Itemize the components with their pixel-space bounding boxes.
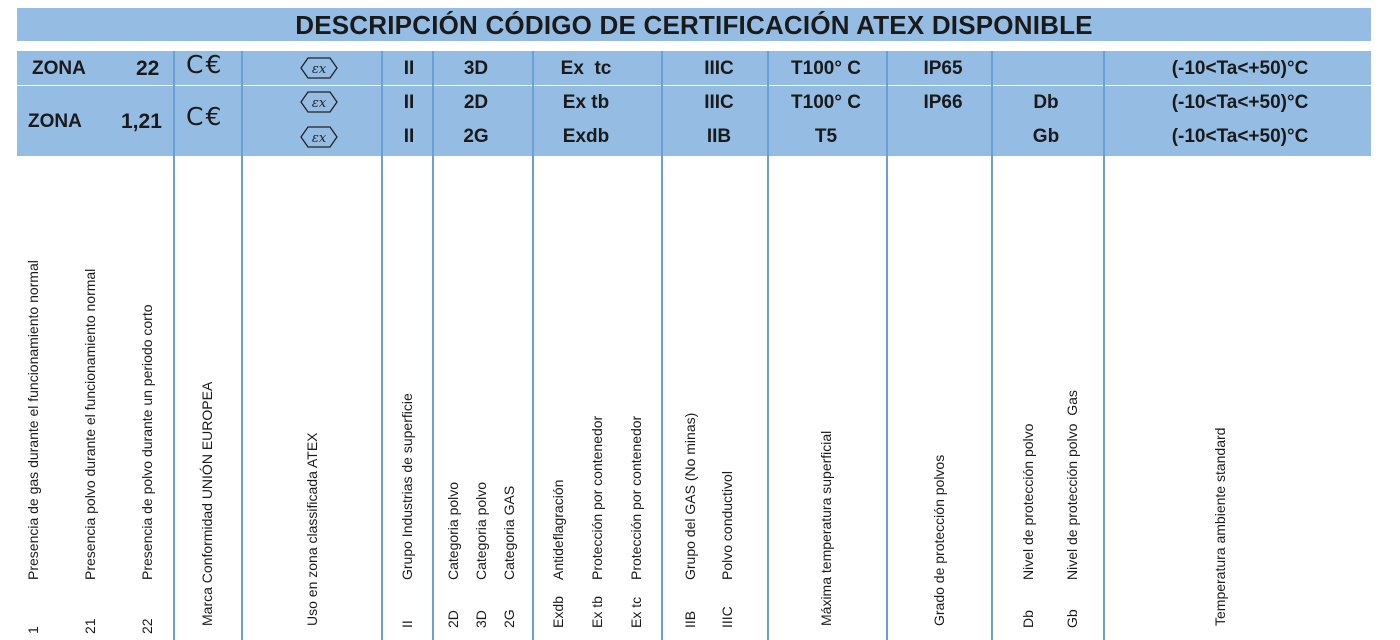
ta-value: (-10<Ta<+50)°C (1171, 58, 1309, 79)
legend-ce: Marca Conformidad UNIÓN EUROPEA (199, 381, 215, 626)
legend-code-gb: Gb (1064, 609, 1080, 628)
ex-atex-hexagon-icon (300, 126, 338, 148)
categoria-value: 2G (463, 126, 489, 147)
column-divider (173, 51, 175, 640)
legend-code-iiic: IIIC (719, 606, 735, 628)
grupo-value: II (403, 126, 415, 147)
proteccion-value: Ex tc (560, 58, 612, 79)
temperatura-value: T100° C (791, 58, 861, 79)
legend-text-zona-1: Presencia de gas durante el funcionamiento normal (25, 260, 41, 580)
legend-text-zona-22: Presencia de polvo durante un periodo corto (139, 304, 155, 580)
legend-code-extc: Ex tc (628, 596, 644, 628)
legend-code-grupo: II (399, 620, 415, 628)
proteccion-value: Ex tb (562, 92, 610, 113)
column-divider (991, 51, 993, 640)
legend-text-iiic: Polvo conductivol (719, 471, 735, 580)
column-divider (532, 51, 534, 640)
grupo-value: II (403, 58, 415, 79)
column-divider (432, 51, 434, 640)
column-divider (767, 51, 769, 640)
zona-label: ZONA (32, 58, 86, 79)
legend-text-categoria-2d: Categoria polvo (445, 481, 461, 580)
svg-text:εx: εx (311, 131, 327, 146)
legend-text-gb: Nivel de protección polvo Gas (1064, 390, 1080, 580)
nivel-value: Db (1033, 92, 1059, 113)
legend-code-zona-1: 1 (25, 626, 41, 634)
ip-value: IP66 (923, 92, 963, 113)
legend-text-grupo: Grupo Industrias de superficie (399, 393, 415, 580)
svg-text:εx: εx (311, 96, 327, 111)
grupo-gas-value: IIIC (704, 92, 734, 113)
legend-text-zona-21: Presencia polvo durante el funcionamiento normal (82, 268, 98, 580)
legend-code-zona-21: 21 (82, 618, 98, 634)
legend-text-categoria-2g: Categoria GAS (501, 485, 517, 580)
ta-value: (-10<Ta<+50)°C (1171, 92, 1309, 113)
zona-number: 22 (136, 57, 160, 80)
ex-atex-hexagon-icon (300, 57, 338, 79)
legend-code-extb: Ex tb (589, 596, 605, 628)
page-title: DESCRIPCIÓN CÓDIGO DE CERTIFICACIÓN ATEX DISPONIBLE (17, 8, 1371, 41)
legend-code-categoria-2g: 2G (501, 609, 517, 628)
ce-mark-icon: C€ (186, 50, 224, 79)
zona-number: 1,21 (121, 110, 162, 133)
legend-ta: Temperatura ambiente standard (1212, 427, 1228, 626)
categoria-value: 2D (463, 92, 489, 113)
ex-atex-hexagon-icon (300, 91, 338, 113)
column-divider (241, 51, 243, 640)
legend-code-db: Db (1020, 610, 1036, 628)
legend-text-extb: Protección por contenedor (589, 415, 605, 580)
ta-value: (-10<Ta<+50)°C (1171, 126, 1309, 147)
legend-ip: Grado de protección polvos (931, 454, 947, 626)
nivel-value: Gb (1032, 126, 1060, 147)
legend-text-exdb: Antideflagración (550, 479, 566, 580)
grupo-gas-value: IIIC (704, 58, 734, 79)
temperatura-value: T100° C (791, 92, 861, 113)
legend-text-categoria-3d: Categoria polvo (473, 481, 489, 580)
legend-code-categoria-2d: 2D (445, 610, 461, 628)
column-divider (661, 51, 663, 640)
ip-value: IP65 (923, 58, 963, 79)
ce-mark-icon: C€ (186, 102, 224, 131)
legend-code-zona-22: 22 (139, 618, 155, 634)
legend-text-db: Nivel de protección polvo (1020, 423, 1036, 580)
grupo-value: II (403, 92, 415, 113)
legend-code-iib: IIB (682, 610, 698, 628)
column-divider (1103, 51, 1105, 640)
grupo-gas-value: IIB (706, 126, 732, 147)
legend-ex: Uso en zona classificada ATEX (304, 432, 320, 626)
proteccion-value: Exdb (562, 126, 610, 147)
column-divider (381, 51, 383, 640)
legend-code-categoria-3d: 3D (473, 610, 489, 628)
legend-temp: Máxima temperatura superficial (818, 430, 834, 626)
temperatura-value: T5 (814, 126, 838, 147)
legend-text-extc: Protección por contenedor (628, 415, 644, 580)
zona-label: ZONA (28, 111, 82, 132)
legend-code-exdb: Exdb (550, 596, 566, 628)
svg-text:εx: εx (311, 62, 327, 77)
categoria-value: 3D (463, 58, 489, 79)
column-divider (886, 51, 888, 640)
legend-text-iib: Grupo del GAS (No minas) (682, 412, 698, 580)
